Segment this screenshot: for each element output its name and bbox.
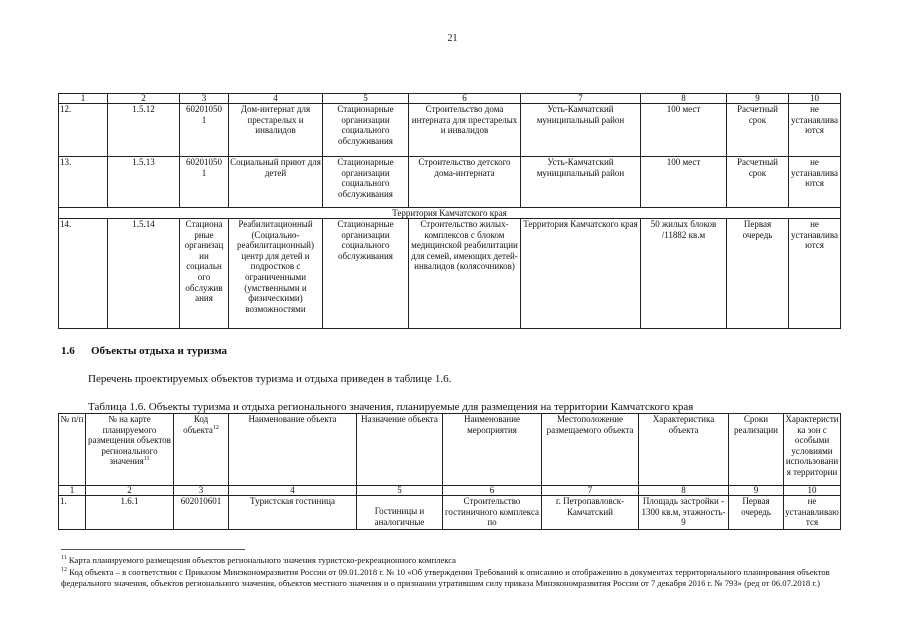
object-name: Реабилитационный (Социально-реабилитационный) центр для детей и подростков с ограниченными (умственными и физическими) возможностями [229, 219, 323, 329]
header-cell: Наименование мероприятия [443, 414, 542, 486]
footnote [61, 555, 851, 566]
object-name: Туристская гостиница [229, 496, 357, 530]
zones: не устанавливаются [789, 157, 841, 208]
footnote-separator [61, 549, 245, 550]
column-number: 3 [174, 486, 229, 496]
measure-name: Строительство гостиничного комплекса по [443, 496, 542, 530]
characteristics: 100 мест [641, 104, 727, 157]
footnote-ref: 12 [212, 424, 219, 431]
header-cell: Сроки реализации [729, 414, 784, 486]
object-purpose: Стационарные организации социального обслуживания [323, 157, 409, 208]
location: Территория Камчатского края [521, 219, 641, 329]
column-number: 5 [323, 94, 409, 104]
page-number: 21 [447, 33, 458, 44]
location: г. Петропавловск-Камчатский [542, 496, 639, 530]
object-code: 602010601 [174, 496, 229, 530]
column-number: 10 [784, 486, 841, 496]
deadline: Расчетный срок [727, 104, 789, 157]
column-number: 2 [108, 94, 180, 104]
footnote-ref: 11 [143, 456, 150, 463]
tourism-objects-table [58, 413, 841, 530]
column-number: 6 [409, 94, 521, 104]
zones: не устанавливаются [789, 219, 841, 329]
table-row [59, 219, 841, 329]
header-cell: Местоположение размещаемого объекта [542, 414, 639, 486]
header-cell: № п/п [59, 414, 86, 486]
measure-name: Строительство жилых-комплексов с блоком медицинской реабилитации для семей, имеющих детей-инвалидов (колясочников) [409, 219, 521, 329]
map-number: 1.5.13 [108, 157, 180, 208]
column-number: 5 [357, 486, 443, 496]
object-purpose: Гостиницы и аналогичные [357, 496, 443, 530]
object-name: Дом-интернат для престарелых и инвалидов [229, 104, 323, 157]
row-number: 13. [59, 157, 108, 208]
object-code: 60201050 1 [180, 157, 229, 208]
deadline: Первая очередь [729, 496, 784, 530]
column-number: 10 [789, 94, 841, 104]
map-number: 1.5.12 [108, 104, 180, 157]
object-purpose: Стационарные организации социального обслуживания [323, 104, 409, 157]
characteristics: 50 жилых блоков /11882 кв.м [641, 219, 727, 329]
column-number: 8 [641, 94, 727, 104]
social-facilities-table [58, 93, 841, 329]
group-header-row [59, 208, 841, 219]
row-number: 1. [59, 496, 86, 530]
header-cell [86, 414, 174, 486]
column-number: 1 [59, 94, 108, 104]
header-cell: Характеристика объекта [639, 414, 729, 486]
group-header: Территория Камчатского края [59, 208, 841, 219]
header-cell: Характеристика зон с особыми условиями использования территории [784, 414, 841, 486]
table-row [59, 496, 841, 530]
measure-name: Строительство детского дома-интерната [409, 157, 521, 208]
header-text: Код объекта [183, 414, 213, 435]
object-purpose: Стационарные организации социального обслуживания [323, 219, 409, 329]
column-number: 4 [229, 486, 357, 496]
measure-name: Строительство дома интерната для престарелых и инвалидов [409, 104, 521, 157]
characteristics: Площадь застройки - 1300 кв.м, этажность- 9 [639, 496, 729, 530]
column-number: 3 [180, 94, 229, 104]
section-title: Объекты отдыха и туризма [91, 345, 228, 357]
column-number: 4 [229, 94, 323, 104]
section-number: 1.6 [61, 345, 75, 357]
column-number: 9 [727, 94, 789, 104]
footnote-mark: 12 [61, 567, 67, 574]
deadline: Первая очередь [727, 219, 789, 329]
header-cell [174, 414, 229, 486]
row-number: 12. [59, 104, 108, 157]
zones: не устанавливаются [784, 496, 841, 530]
object-code: 60201050 1 [180, 104, 229, 157]
zones: не устанавливаются [789, 104, 841, 157]
table-row [59, 157, 841, 208]
map-number: 1.5.14 [108, 219, 180, 329]
column-number: 9 [729, 486, 784, 496]
object-name: Социальный приют для детей [229, 157, 323, 208]
column-number: 6 [443, 486, 542, 496]
column-number: 1 [59, 486, 86, 496]
object-code: Стациона рные организац ии социальн ого обслужив ания [180, 219, 229, 329]
table-caption: Таблица 1.6. Объекты туризма и отдыха регионального значения, планируемые для размещения на территории Камчатского края [88, 401, 694, 413]
header-text: № на карте планируемого размещения объектов регионального значения [88, 414, 171, 467]
table-row [59, 104, 841, 157]
column-number: 8 [639, 486, 729, 496]
map-number: 1.6.1 [86, 496, 174, 530]
location: Усть-Камчатский муниципальный район [521, 104, 641, 157]
header-cell: Наименование объекта [229, 414, 357, 486]
column-number: 7 [521, 94, 641, 104]
column-number: 7 [542, 486, 639, 496]
header-cell: Назначение объекта [357, 414, 443, 486]
header-row [59, 414, 841, 486]
footnote-mark: 11 [61, 555, 67, 562]
intro-paragraph: Перечень проектируемых объектов туризма и отдыха приведен в таблице 1.6. [88, 373, 452, 385]
characteristics: 100 мест [641, 157, 727, 208]
column-number-row [59, 94, 841, 104]
column-number-row [59, 486, 841, 496]
footnote [61, 567, 851, 589]
footnote-text: Код объекта – в соответствии с Приказом Минэкономразвития России от 09.01.2018 г. № 10 «Об утверждении Требований к описанию и отображению в документах территориального планирования объектов федерального значения, объектов регионального значения, объектов местного значения и о признании утратившим силу приказа Минэкономразвития России от 7 декабря 2016 г. № 793» (ред от 06.07.2018 г.) [61, 567, 830, 588]
location: Усть-Камчатский муниципальный район [521, 157, 641, 208]
section-heading [61, 345, 227, 357]
deadline: Расчетный срок [727, 157, 789, 208]
column-number: 2 [86, 486, 174, 496]
footnote-text: Карта планируемого размещения объектов регионального значения туристско-рекреационного комплекса [66, 555, 456, 565]
row-number: 14. [59, 219, 108, 329]
